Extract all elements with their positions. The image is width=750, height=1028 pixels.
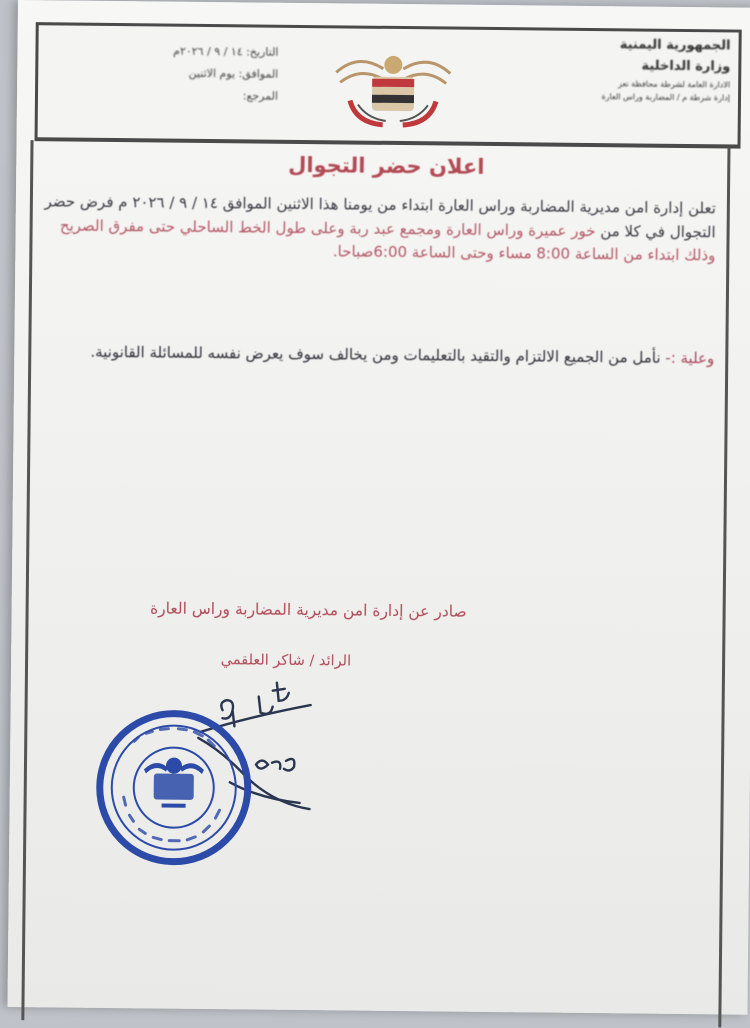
republic-label: الجمهورية اليمنية [619, 37, 731, 54]
notice-title: اعلان حضر التجوال [288, 152, 485, 179]
date-line: التاريخ: ١٤ / ٩ / ٢٠٢٦م [173, 44, 279, 59]
paragraph-1-part-2: خور عميرة وراس العارة ومجمع عبد ربة وعلى طول الخط الساحلي حتى مفرق الصريح وذلك ابتداء من الساعة 8:00 مساء وحتى الساعة 6:00صباحا. [59, 215, 716, 265]
issued-by: صادر عن إدارة امن مديرية المضاربة وراس العارة [149, 599, 467, 621]
directorate-label: الادارة العامة لشرطة محافظة تعز [618, 79, 731, 90]
department-label: إدارة شرطة م / المضاربة وراس العارة [601, 92, 731, 103]
paragraph-2-label: وعلية :- [665, 348, 715, 368]
day-line: الموافق: يوم الاثنين [188, 66, 279, 81]
signer-name: الرائد / شاكر العلقمي [220, 652, 352, 670]
body-frame [21, 140, 730, 1027]
ministry-label: وزارة الداخلية [641, 58, 731, 75]
letterhead [35, 22, 742, 148]
letterhead-reference [58, 39, 279, 107]
document-paper [7, 0, 750, 1015]
notice-paragraph-1 [30, 190, 716, 268]
reference-line: المرجع: [242, 89, 279, 103]
paragraph-2-text: نأمل من الجميع الالتزام والتقيد بالتعليمات ومن يخالف سوف يعرض نفسه للمسائلة القانونية. [90, 342, 666, 367]
paragraph-1-part-1: تعلن إدارة امن مديرية المضاربة وراس العارة ابتداء من يومنا هذا الاثنين الموافق ١٤ / ٩ / ٢٠٢٦ م فرض حضر التجوال في كلا من [44, 192, 716, 241]
official-stamp-icon [93, 707, 255, 869]
letterhead-authority [540, 36, 731, 102]
yemen-eagle-emblem-icon [328, 42, 459, 135]
